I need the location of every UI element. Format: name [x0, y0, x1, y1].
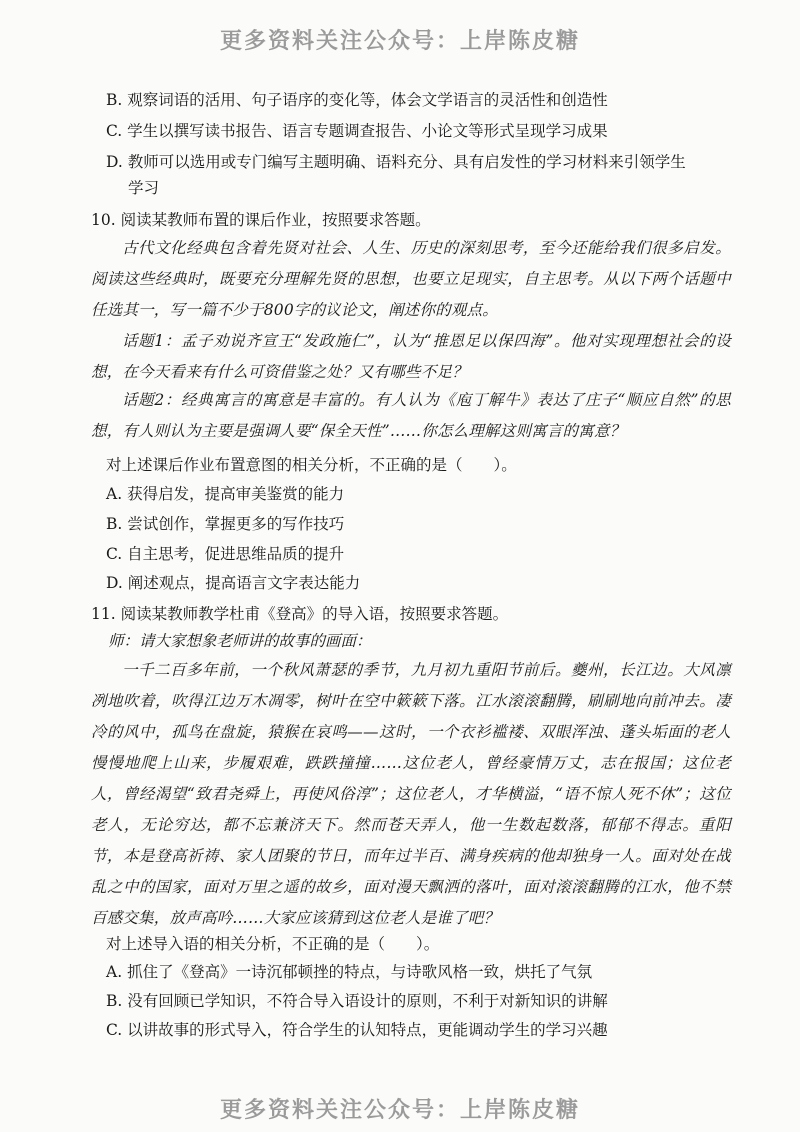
q11-option-a-text: 抓住了《登高》一诗沉郁顿挫的特点，与诗歌风格一致，烘托了气氛 — [127, 963, 593, 981]
q10-number: 10. — [91, 211, 116, 229]
q11-passage: 一千二百多年前，一个秋风萧瑟的季节，九月初九重阳节前后。夔州，长江边。大风凛冽地吹着，吹得江边万木凋零，树叶在空中簌簌下落。江水滚滚翻腾，刷刷地向前冲去。凄冷的风中，孤鸟在盘旋，猿猴在哀鸣——这时，一个衣衫褴褛、双眼浑浊、蓬头垢面的老人慢慢地爬上山来，步履艰难，跌跌撞撞……这位老人，曾经豪情万丈，志在报国；这位老人，曾经渴望“致君尧舜上，再使风俗淳”；这位老人，才华横溢，“语不惊人死不休”；这位老人，无论穷达，都不忘兼济天下。然而苍天弄人，他一生数起数落，郁郁不得志。重阳节，本是登高祈祷、家人团聚的节日，而年过半百、满身疾病的他却独身一人。面对处在战乱之中的国家，面对万里之遥的故乡，面对漫天飘洒的落叶，面对滚滚翻腾的江水，他不禁百感交集，放声高吟……大家应该猜到这位老人是谁了吧？ — [91, 661, 731, 927]
q11-option-c-letter: C. — [106, 1021, 123, 1039]
q11-option-b — [106, 991, 608, 1011]
q11-option-b-letter: B. — [106, 992, 123, 1010]
q11-option-b-text: 没有回顾已学知识，不符合导入语设计的原则，不利于对新知识的讲解 — [127, 992, 608, 1010]
q11-option-c — [106, 1020, 608, 1040]
q9-option-d-text-cont: 学习 — [128, 179, 160, 197]
q9-option-c-letter: C. — [106, 122, 123, 140]
q9-option-d-continuation — [128, 178, 159, 198]
q10-stem-text: 阅读某教师布置的课后作业，按照要求答题。 — [120, 211, 431, 229]
q11-number: 11. — [91, 605, 116, 623]
q9-option-c-text: 学生以撰写读书报告、语言专题调查报告、小论文等形式呈现学习成果 — [127, 122, 608, 140]
q11-teacher-line: 师：请大家想象老师讲的故事的画面： — [108, 632, 372, 650]
q10-option-b — [106, 514, 344, 534]
q9-option-d-text: 教师可以选用或专门编写主题明确、语料充分、具有启发性的学习材料来引领学生 — [127, 153, 686, 171]
q10-option-c-letter: C. — [106, 545, 123, 563]
q10-option-a-letter: A. — [106, 485, 123, 503]
q10-option-b-text: 尝试创作，掌握更多的写作技巧 — [127, 515, 345, 533]
q9-option-d — [106, 152, 686, 172]
q9-option-b — [106, 90, 608, 110]
q10-option-c-text: 自主思考，促进思维品质的提升 — [127, 545, 345, 563]
q10-option-d-letter: D. — [106, 574, 123, 592]
watermark-bottom: 更多资料关注公众号：上岸陈皮糖 — [219, 1098, 580, 1123]
q10-option-b-letter: B. — [106, 515, 123, 533]
q9-option-b-letter: B. — [106, 91, 123, 109]
q11-question: 对上述导入语的相关分析，不正确的是（ ）。 — [106, 935, 440, 953]
q11-option-a — [106, 962, 592, 982]
q10-question: 对上述课后作业布置意图的相关分析，不正确的是（ ）。 — [106, 456, 517, 474]
q11-stem-text: 阅读某教师教学杜甫《登高》的导入语，按照要求答题。 — [120, 605, 509, 623]
q11-stem — [91, 604, 508, 624]
q10-option-a-text: 获得启发，提高审美鉴赏的能力 — [127, 485, 345, 503]
q10-option-d — [106, 573, 360, 593]
watermark-top: 更多资料关注公众号：上岸陈皮糖 — [219, 29, 580, 54]
q11-option-a-letter: A. — [106, 963, 123, 981]
q10-topic-1: 话题1：孟子劝说齐宣王“发政施仁”，认为“推恩足以保四海”。他对实现理想社会的设想，在今天看来有什么可资借鉴之处？又有哪些不足？ — [91, 332, 731, 381]
q10-option-c — [106, 544, 344, 564]
q11-option-c-text: 以讲故事的形式导入，符合学生的认知特点，更能调动学生的学习兴趣 — [127, 1021, 608, 1039]
q9-option-c — [106, 121, 608, 141]
q10-option-d-text: 阐述观点，提高语言文字表达能力 — [127, 574, 361, 592]
q10-option-a — [106, 484, 344, 504]
q9-option-d-letter: D. — [106, 153, 123, 171]
q9-option-b-text: 观察词语的活用、句子语序的变化等，体会文学语言的灵活性和创造性 — [127, 91, 608, 109]
q10-stem — [91, 210, 431, 230]
q10-passage: 古代文化经典包含着先贤对社会、人生、历史的深刻思考，至今还能给我们很多启发。阅读这些经典时，既要充分理解先贤的思想，也要立足现实，自主思考。从以下两个话题中任选其一，写一篇不少于800字的议论文，阐述你的观点。 — [91, 239, 731, 319]
q10-topic-2: 话题2：经典寓言的寓意是丰富的。有人认为《庖丁解牛》表达了庄子“顺应自然”的思想，有人则认为主要是强调人要“保全天性”……你怎么理解这则寓言的寓意？ — [91, 391, 731, 440]
